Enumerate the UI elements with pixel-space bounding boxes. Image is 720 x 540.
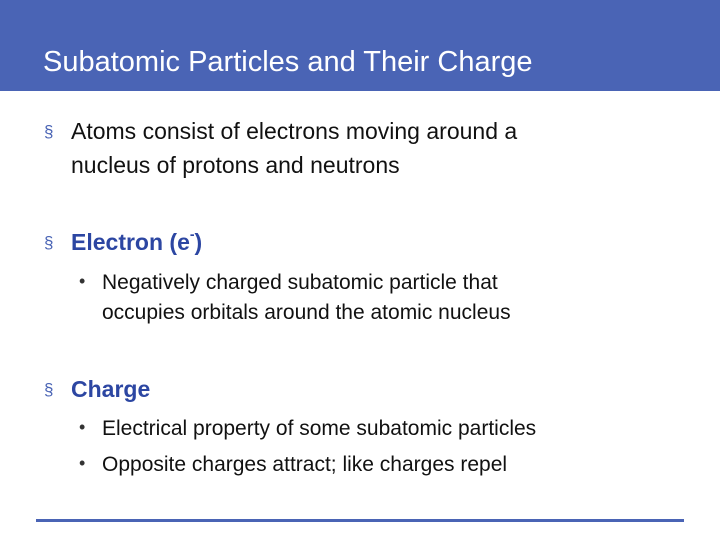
title-bar [0,0,720,91]
electron-charge-superscript: - [189,226,195,243]
bullet-atoms-line1: Atoms consist of electrons moving around a [71,118,518,144]
sub-bullet-dot-icon: • [79,271,86,291]
bullet-marker-icon: § [44,380,54,399]
sub-bullet-dot-icon: • [79,417,86,437]
electron-definition-line1: Negatively charged subatomic particle that [102,271,498,294]
bullet-electron-heading [71,225,202,259]
charge-rule: Opposite charges attract; like charges repel [102,453,508,476]
bullet-charge-heading: Charge [71,376,151,402]
bullet-marker-icon: § [44,122,54,141]
bottom-divider [36,519,684,522]
electron-definition-line2: occupies orbitals around the atomic nucleus [102,301,511,324]
electron-heading-suffix: ) [194,229,203,255]
slide-title: Subatomic Particles and Their Charge [43,46,533,78]
bullet-atoms-line2: nucleus of protons and neutrons [71,152,400,178]
electron-heading-prefix: Electron (e [71,229,190,255]
bullet-marker-icon: § [44,233,54,252]
sub-bullet-dot-icon: • [79,453,86,473]
charge-definition: Electrical property of some subatomic particles [102,417,537,440]
